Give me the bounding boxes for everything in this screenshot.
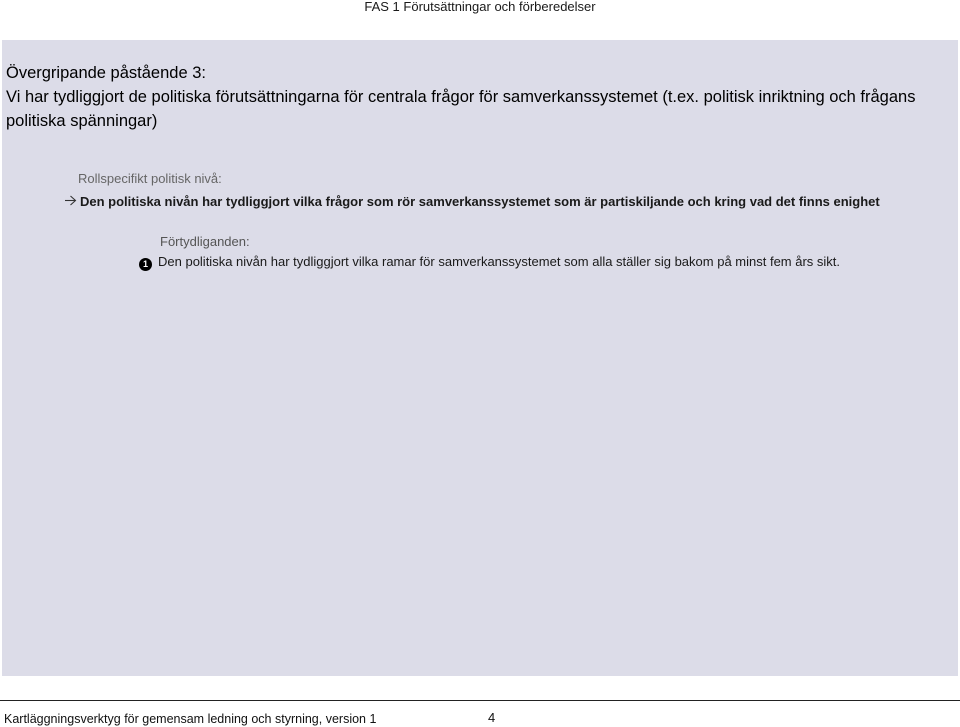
clarifications-label: Förtydliganden: bbox=[160, 234, 250, 249]
statement-heading bbox=[6, 61, 946, 133]
role-specific-statement bbox=[64, 194, 954, 209]
clarification-text: Den politiska nivån har tydliggjort vilka ramar för samverkanssystemet som alla ställer sig bakom på minst fem års sikt. bbox=[158, 254, 841, 269]
role-specific-text: Den politiska nivån har tydliggjort vilka frågor som rör samverkanssystemet som är partiskiljande och kring vad det finns enighet bbox=[80, 194, 880, 209]
page-number: 4 bbox=[488, 710, 496, 725]
clarification-item bbox=[139, 254, 959, 271]
statement-heading-title: Övergripande påstående 3: bbox=[6, 64, 206, 82]
arrow-right-icon bbox=[64, 194, 78, 209]
statement-heading-text: Vi har tydliggjort de politiska förutsättningarna för centrala frågor för samverkanssystemet (t.ex. politisk inriktning och frågans politiska spänningar) bbox=[6, 88, 916, 130]
footer-divider bbox=[0, 700, 960, 701]
statement-panel bbox=[2, 40, 958, 676]
number-one-badge: 1 bbox=[139, 258, 152, 271]
footer-text: Kartläggningsverktyg för gemensam ledning och styrning, version 1 bbox=[4, 712, 377, 726]
role-specific-label: Rollspecifikt politisk nivå: bbox=[78, 171, 222, 186]
page-header-title: FAS 1 Förutsättningar och förberedelser bbox=[364, 0, 596, 14]
